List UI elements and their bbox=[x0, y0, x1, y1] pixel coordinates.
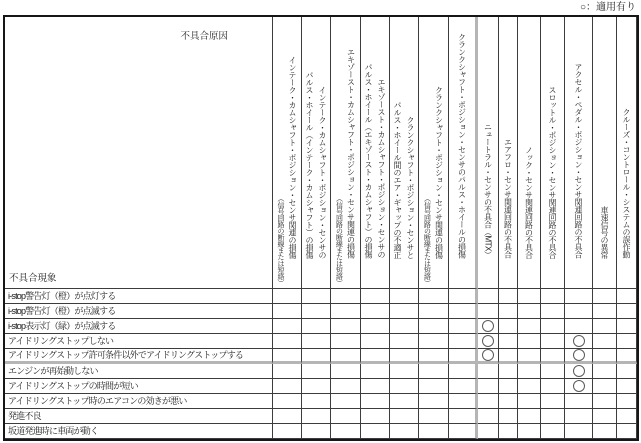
matrix-cell bbox=[331, 334, 361, 349]
matrix-cell bbox=[273, 334, 302, 349]
symptom-row-label: アイドリングストップ許可条件以外でアイドリングストップする bbox=[5, 349, 273, 364]
matrix-cell bbox=[419, 409, 449, 424]
matrix-cell bbox=[518, 394, 541, 409]
cause-header-line: インテーク・カムシャフト・ポジション・センサの bbox=[318, 85, 327, 258]
matrix-cell bbox=[565, 394, 593, 409]
cause-header-line: クランクシャフト・ポジション・センサと bbox=[406, 115, 415, 258]
cause-header-text bbox=[502, 138, 515, 286]
cause-header-line: ニュートラル・センサの不具合（MTX） bbox=[483, 122, 493, 258]
cause-header-text bbox=[456, 33, 469, 286]
matrix-cell bbox=[331, 289, 361, 304]
matrix-cell bbox=[541, 304, 565, 319]
matrix-cell bbox=[273, 424, 302, 439]
matrix-cell bbox=[617, 304, 637, 319]
matrix-cell bbox=[273, 364, 302, 379]
cause-header-line: エアフロ・センサ関連回路の不具合 bbox=[503, 138, 513, 258]
matrix-cell bbox=[617, 409, 637, 424]
matrix-cell bbox=[419, 319, 449, 334]
matrix-cell bbox=[518, 319, 541, 334]
matrix-cell bbox=[302, 334, 331, 349]
matrix-cell bbox=[302, 379, 331, 394]
matrix-cell bbox=[390, 334, 419, 349]
matrix-cell bbox=[518, 289, 541, 304]
matrix-cell bbox=[390, 379, 419, 394]
matrix-cell bbox=[361, 379, 390, 394]
legend-applicable: ○：適用有り bbox=[579, 2, 636, 13]
matrix-cell bbox=[541, 349, 565, 364]
matrix-cell bbox=[541, 424, 565, 439]
matrix-cell bbox=[419, 349, 449, 364]
matrix-cell bbox=[273, 304, 302, 319]
matrix-cell bbox=[478, 394, 499, 409]
symptom-row-label: アイドリングストップ時のエアコンの効きが悪い bbox=[5, 394, 273, 409]
symptom-row-label: i-stop表示灯（緑）が点滅する bbox=[5, 319, 273, 334]
matrix-cell bbox=[518, 379, 541, 394]
cause-header-subnote: （信号回路の断線または短絡） bbox=[277, 195, 284, 286]
matrix-cell bbox=[361, 334, 390, 349]
applicable-mark bbox=[482, 320, 494, 332]
matrix-cell bbox=[390, 394, 419, 409]
cause-header-text bbox=[334, 48, 358, 286]
matrix-cell bbox=[302, 424, 331, 439]
matrix-cell bbox=[361, 304, 390, 319]
cause-header-line: ノック・センサ関連回路の不具合 bbox=[524, 145, 534, 258]
matrix-cell bbox=[541, 394, 565, 409]
matrix-cell bbox=[331, 319, 361, 334]
cause-header-cell bbox=[518, 17, 541, 289]
cause-header-text bbox=[391, 101, 417, 287]
applicable-mark bbox=[482, 349, 494, 361]
matrix-cell bbox=[331, 424, 361, 439]
matrix-cell bbox=[478, 424, 499, 439]
matrix-cell bbox=[499, 304, 518, 319]
matrix-cell bbox=[331, 379, 361, 394]
matrix-cell bbox=[541, 289, 565, 304]
matrix-cell bbox=[449, 334, 478, 349]
matrix-cell bbox=[565, 304, 593, 319]
matrix-cell bbox=[565, 289, 593, 304]
matrix-cell bbox=[273, 319, 302, 334]
matrix-corner-cell bbox=[5, 17, 273, 289]
matrix-cell bbox=[541, 319, 565, 334]
matrix-cell bbox=[449, 424, 478, 439]
matrix-cell bbox=[390, 409, 419, 424]
cause-header-line: アクセル・ペダル・ポジション・センサ関連回路の不具合 bbox=[574, 63, 583, 258]
applicable-mark bbox=[482, 335, 494, 347]
matrix-cell bbox=[449, 304, 478, 319]
matrix-cell bbox=[617, 319, 637, 334]
matrix-cell bbox=[449, 349, 478, 364]
matrix-cell bbox=[449, 364, 478, 379]
cause-header-line: クランクシャフト・ポジション・センサのパルス・ホイールの損傷 bbox=[457, 33, 467, 258]
matrix-cell bbox=[565, 364, 593, 379]
symptom-row-label: アイドリングストップしない bbox=[5, 334, 273, 349]
symptom-row-label: 坂道発進時に車両が動く bbox=[5, 424, 273, 439]
matrix-cell bbox=[518, 409, 541, 424]
matrix-cell bbox=[419, 289, 449, 304]
matrix-cell bbox=[499, 424, 518, 439]
cause-header-line: 車速信号の異常 bbox=[600, 205, 609, 258]
matrix-cell bbox=[478, 409, 499, 424]
cause-header-cell bbox=[617, 17, 637, 289]
matrix-cell bbox=[541, 364, 565, 379]
matrix-cell bbox=[617, 364, 637, 379]
matrix-cell bbox=[478, 349, 499, 364]
cause-header-cell bbox=[302, 17, 331, 289]
matrix-cell bbox=[449, 289, 478, 304]
matrix-cell bbox=[302, 319, 331, 334]
matrix-cell bbox=[499, 334, 518, 349]
symptom-row-label: 発進不良 bbox=[5, 409, 273, 424]
symptom-row-label: i-stop警告灯（橙）が点灯する bbox=[5, 289, 273, 304]
cause-header-cell bbox=[361, 17, 390, 289]
matrix-cell bbox=[617, 349, 637, 364]
applicable-mark bbox=[573, 349, 585, 361]
cause-header-cell bbox=[419, 17, 449, 289]
matrix-cell bbox=[331, 364, 361, 379]
cause-header-cell bbox=[499, 17, 518, 289]
cause-header-cell bbox=[541, 17, 565, 289]
matrix-cell bbox=[419, 334, 449, 349]
matrix-cell bbox=[593, 424, 617, 439]
matrix-cell bbox=[565, 409, 593, 424]
matrix-cell bbox=[499, 379, 518, 394]
matrix-cell bbox=[499, 409, 518, 424]
matrix-cell bbox=[419, 424, 449, 439]
matrix-cell bbox=[617, 289, 637, 304]
matrix-cell bbox=[499, 349, 518, 364]
matrix-cell bbox=[331, 304, 361, 319]
matrix-cell bbox=[361, 394, 390, 409]
cause-header-line: クランクシャフト・ポジション・センサ関連の損傷 bbox=[434, 85, 444, 258]
matrix-cell bbox=[361, 289, 390, 304]
cause-header-text bbox=[620, 108, 633, 286]
cause-header-line: パルス・ホイール（エキゾースト・カムシャフト）の損傷 bbox=[364, 63, 373, 258]
matrix-cell bbox=[565, 319, 593, 334]
matrix-cell bbox=[302, 349, 331, 364]
matrix-cell bbox=[565, 349, 593, 364]
matrix-cell bbox=[478, 379, 499, 394]
matrix-cell bbox=[302, 289, 331, 304]
cause-header-line: パルス・ホイール間のエア・ギャップの不適正 bbox=[393, 100, 402, 258]
matrix-cell bbox=[478, 304, 499, 319]
cause-header-cell bbox=[331, 17, 361, 289]
matrix-cell bbox=[331, 394, 361, 409]
matrix-cell bbox=[478, 334, 499, 349]
matrix-cell bbox=[449, 319, 478, 334]
cause-header-line: パルス・ホイール（インテーク・カムシャフト）の損傷 bbox=[305, 70, 314, 258]
cause-header-cell bbox=[565, 17, 593, 289]
cause-header-text bbox=[362, 63, 388, 286]
matrix-cell bbox=[331, 409, 361, 424]
matrix-cell bbox=[361, 409, 390, 424]
matrix-cell bbox=[518, 349, 541, 364]
cause-header-cell bbox=[593, 17, 617, 289]
matrix-cell bbox=[331, 349, 361, 364]
cause-header-text bbox=[275, 56, 299, 287]
matrix-cell bbox=[617, 334, 637, 349]
matrix-cell bbox=[541, 409, 565, 424]
cause-header-cell bbox=[478, 17, 499, 289]
matrix-cell bbox=[617, 379, 637, 394]
matrix-cell bbox=[302, 394, 331, 409]
matrix-cell bbox=[593, 289, 617, 304]
matrix-cell bbox=[390, 289, 419, 304]
matrix-cell bbox=[273, 409, 302, 424]
matrix-cell bbox=[273, 289, 302, 304]
matrix-cell bbox=[449, 394, 478, 409]
matrix-cell bbox=[565, 424, 593, 439]
matrix-cell bbox=[617, 424, 637, 439]
cause-header-line: エキゾースト・カムシャフト・ポジション・センサの bbox=[377, 78, 386, 258]
troubleshooting-matrix bbox=[3, 15, 639, 441]
matrix-cell bbox=[273, 394, 302, 409]
matrix-cell bbox=[449, 379, 478, 394]
applicable-mark bbox=[573, 365, 585, 377]
matrix-cell bbox=[302, 364, 331, 379]
matrix-cell bbox=[390, 349, 419, 364]
cause-header-subnote: （信号回路の断線または短絡） bbox=[423, 195, 431, 286]
matrix-cell bbox=[478, 364, 499, 379]
cause-header-line: インテーク・カムシャフト・ポジション・センサ関連の損傷 bbox=[288, 55, 297, 258]
cause-header-line: スロットル・ポジション・センサ関連回路の不具合 bbox=[548, 85, 557, 258]
matrix-cell bbox=[273, 349, 302, 364]
symptom-axis-label: 不具合現象 bbox=[9, 273, 57, 284]
matrix-cell bbox=[499, 394, 518, 409]
matrix-cell bbox=[518, 304, 541, 319]
symptom-row-label: i-stop警告灯（橙）が点滅する bbox=[5, 304, 273, 319]
matrix-cell bbox=[593, 364, 617, 379]
symptom-row-label: エンジンが再始動しない bbox=[5, 364, 273, 379]
matrix-cell bbox=[302, 409, 331, 424]
matrix-cell bbox=[593, 394, 617, 409]
cause-header-cell bbox=[390, 17, 419, 289]
cause-header-cell bbox=[273, 17, 302, 289]
matrix-cell bbox=[565, 334, 593, 349]
matrix-cell bbox=[593, 349, 617, 364]
matrix-cell bbox=[361, 364, 390, 379]
matrix-cell bbox=[361, 424, 390, 439]
matrix-cell bbox=[593, 379, 617, 394]
applicable-mark bbox=[573, 380, 585, 392]
matrix-cell bbox=[499, 289, 518, 304]
matrix-cell bbox=[273, 379, 302, 394]
matrix-cell bbox=[478, 319, 499, 334]
matrix-cell bbox=[541, 379, 565, 394]
cause-header-text bbox=[572, 63, 585, 286]
cause-header-line: エキゾースト・カムシャフト・ポジション・センサ関連の損傷 bbox=[346, 48, 356, 258]
matrix-cell bbox=[593, 304, 617, 319]
applicable-mark bbox=[573, 335, 585, 347]
matrix-cell bbox=[390, 304, 419, 319]
cause-header-text bbox=[303, 71, 329, 287]
matrix-cell bbox=[541, 334, 565, 349]
matrix-cell bbox=[478, 289, 499, 304]
matrix-cell bbox=[565, 379, 593, 394]
matrix-cell bbox=[390, 319, 419, 334]
matrix-cell bbox=[499, 319, 518, 334]
matrix-cell bbox=[419, 379, 449, 394]
matrix-cell bbox=[518, 364, 541, 379]
matrix-cell bbox=[361, 319, 390, 334]
matrix-cell bbox=[518, 424, 541, 439]
matrix-cell bbox=[302, 304, 331, 319]
matrix-cell bbox=[419, 364, 449, 379]
cause-axis-label: 不具合原因 bbox=[180, 31, 228, 42]
cause-header-text bbox=[482, 123, 495, 286]
cause-header-text bbox=[598, 206, 611, 287]
cause-header-text bbox=[546, 86, 559, 287]
cause-header-cell bbox=[449, 17, 478, 289]
matrix-cell bbox=[390, 424, 419, 439]
symptom-row-label: アイドリングストップの時間が短い bbox=[5, 379, 273, 394]
matrix-cell bbox=[449, 409, 478, 424]
matrix-cell bbox=[617, 394, 637, 409]
matrix-cell bbox=[593, 334, 617, 349]
cause-header-text bbox=[523, 146, 536, 287]
cause-header-line: クルーズ・コントロール・システムの誤作動 bbox=[622, 108, 631, 258]
matrix-cell bbox=[419, 304, 449, 319]
matrix-cell bbox=[593, 319, 617, 334]
matrix-cell bbox=[419, 394, 449, 409]
matrix-cell bbox=[361, 349, 390, 364]
matrix-cell bbox=[390, 364, 419, 379]
matrix-cell bbox=[518, 334, 541, 349]
matrix-cell bbox=[593, 409, 617, 424]
cause-header-text bbox=[422, 86, 446, 287]
matrix-cell bbox=[499, 364, 518, 379]
cause-header-subnote: （信号回路の断線または短絡） bbox=[335, 195, 343, 286]
